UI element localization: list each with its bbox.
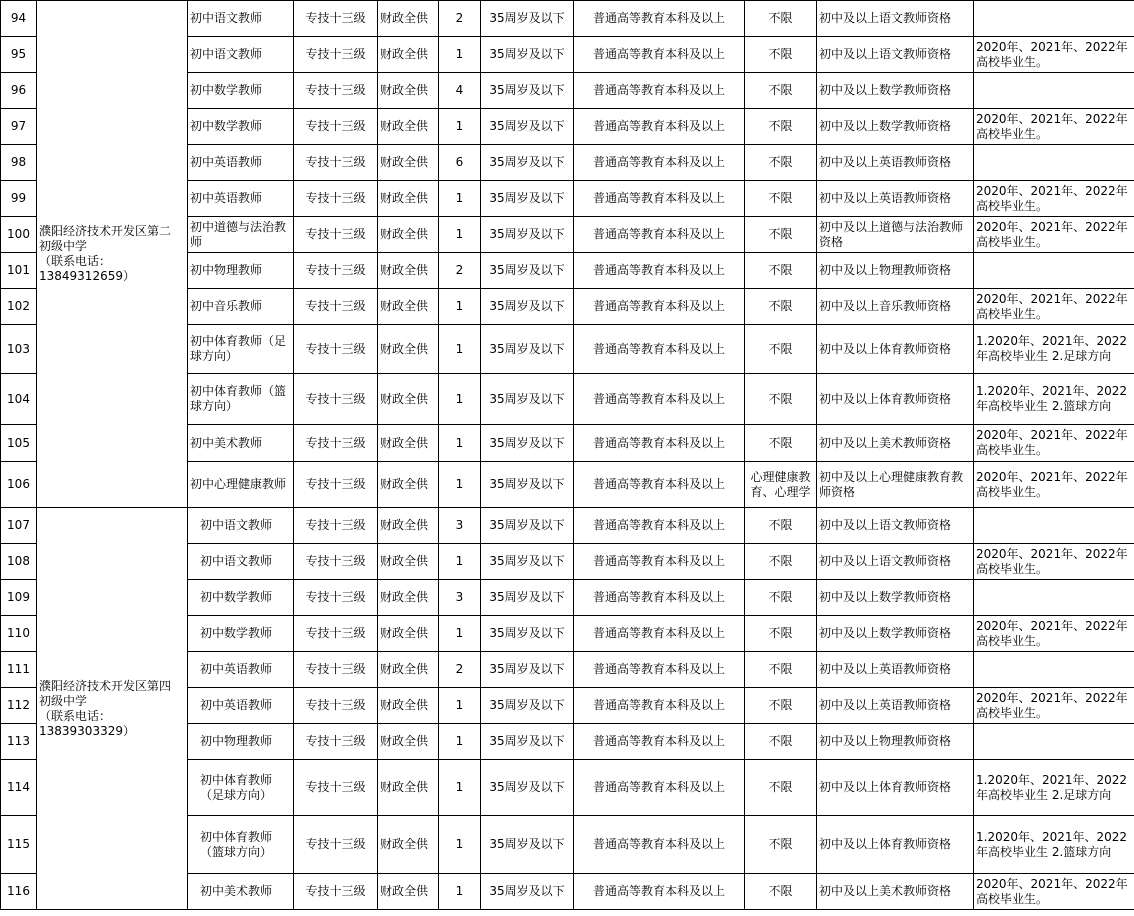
funding-type: 财政全供 — [378, 816, 439, 874]
major-requirement: 不限 — [745, 145, 817, 181]
other-requirements: 1.2020年、2021年、2022年高校毕业生 2.篮球方向 — [974, 374, 1134, 425]
job-level: 专技十三级 — [294, 145, 378, 181]
certificate-requirement: 初中及以上数学教师资格 — [817, 109, 974, 145]
funding-type: 财政全供 — [378, 724, 439, 760]
row-number: 102 — [1, 289, 37, 325]
funding-type: 财政全供 — [378, 616, 439, 652]
job-level: 专技十三级 — [294, 374, 378, 425]
education-requirement: 普通高等教育本科及以上 — [574, 145, 745, 181]
job-level: 专技十三级 — [294, 73, 378, 109]
row-number: 111 — [1, 652, 37, 688]
age-requirement: 35周岁及以下 — [481, 816, 574, 874]
job-level: 专技十三级 — [294, 181, 378, 217]
major-requirement: 不限 — [745, 181, 817, 217]
education-requirement: 普通高等教育本科及以上 — [574, 874, 745, 910]
funding-type: 财政全供 — [378, 760, 439, 816]
hire-count: 1 — [439, 816, 481, 874]
age-requirement: 35周岁及以下 — [481, 325, 574, 374]
certificate-requirement: 初中及以上语文教师资格 — [817, 544, 974, 580]
education-requirement: 普通高等教育本科及以上 — [574, 253, 745, 289]
major-requirement: 不限 — [745, 73, 817, 109]
major-requirement: 不限 — [745, 253, 817, 289]
major-requirement: 不限 — [745, 1, 817, 37]
major-requirement: 不限 — [745, 724, 817, 760]
major-requirement: 不限 — [745, 760, 817, 816]
other-requirements: 2020年、2021年、2022年高校毕业生。 — [974, 289, 1134, 325]
education-requirement: 普通高等教育本科及以上 — [574, 181, 745, 217]
row-number: 99 — [1, 181, 37, 217]
school-name-cell — [37, 1, 188, 508]
funding-type: 财政全供 — [378, 253, 439, 289]
major-requirement: 不限 — [745, 109, 817, 145]
major-requirement: 不限 — [745, 652, 817, 688]
age-requirement: 35周岁及以下 — [481, 37, 574, 73]
hire-count: 2 — [439, 1, 481, 37]
hire-count: 1 — [439, 724, 481, 760]
other-requirements: 2020年、2021年、2022年高校毕业生。 — [974, 874, 1134, 910]
education-requirement: 普通高等教育本科及以上 — [574, 325, 745, 374]
funding-type: 财政全供 — [378, 145, 439, 181]
row-number: 108 — [1, 544, 37, 580]
major-requirement: 不限 — [745, 37, 817, 73]
certificate-requirement: 初中及以上英语教师资格 — [817, 181, 974, 217]
row-number: 115 — [1, 816, 37, 874]
row-number: 104 — [1, 374, 37, 425]
row-number: 107 — [1, 508, 37, 544]
funding-type: 财政全供 — [378, 289, 439, 325]
funding-type: 财政全供 — [378, 462, 439, 508]
other-requirements: 2020年、2021年、2022年高校毕业生。 — [974, 544, 1134, 580]
other-requirements: 2020年、2021年、2022年高校毕业生。 — [974, 109, 1134, 145]
table-body — [1, 1, 1134, 910]
major-requirement: 心理健康教育、心理学 — [745, 462, 817, 508]
position-name: 初中数学教师 — [188, 73, 294, 109]
other-requirements: 2020年、2021年、2022年高校毕业生。 — [974, 462, 1134, 508]
certificate-requirement: 初中及以上物理教师资格 — [817, 253, 974, 289]
school-name-line: （联系电话： — [39, 254, 112, 268]
other-requirements: 2020年、2021年、2022年高校毕业生。 — [974, 217, 1134, 253]
hire-count: 3 — [439, 508, 481, 544]
other-requirements: 2020年、2021年、2022年高校毕业生。 — [974, 425, 1134, 462]
certificate-requirement: 初中及以上体育教师资格 — [817, 374, 974, 425]
other-requirements — [974, 145, 1134, 181]
position-name: 初中体育教师（篮球方向） — [188, 816, 294, 874]
certificate-requirement: 初中及以上英语教师资格 — [817, 688, 974, 724]
position-name: 初中语文教师 — [188, 508, 294, 544]
job-level: 专技十三级 — [294, 325, 378, 374]
major-requirement: 不限 — [745, 688, 817, 724]
other-requirements: 1.2020年、2021年、2022年高校毕业生 2.足球方向 — [974, 325, 1134, 374]
funding-type: 财政全供 — [378, 217, 439, 253]
position-name: 初中数学教师 — [188, 109, 294, 145]
hire-count: 1 — [439, 425, 481, 462]
education-requirement: 普通高等教育本科及以上 — [574, 816, 745, 874]
education-requirement: 普通高等教育本科及以上 — [574, 289, 745, 325]
major-requirement: 不限 — [745, 217, 817, 253]
position-name: 初中数学教师 — [188, 580, 294, 616]
major-requirement: 不限 — [745, 325, 817, 374]
certificate-requirement: 初中及以上音乐教师资格 — [817, 289, 974, 325]
age-requirement: 35周岁及以下 — [481, 652, 574, 688]
age-requirement: 35周岁及以下 — [481, 580, 574, 616]
hire-count: 1 — [439, 289, 481, 325]
major-requirement: 不限 — [745, 580, 817, 616]
hire-count: 1 — [439, 181, 481, 217]
education-requirement: 普通高等教育本科及以上 — [574, 73, 745, 109]
row-number: 112 — [1, 688, 37, 724]
education-requirement: 普通高等教育本科及以上 — [574, 1, 745, 37]
row-number: 103 — [1, 325, 37, 374]
certificate-requirement: 初中及以上英语教师资格 — [817, 145, 974, 181]
major-requirement: 不限 — [745, 874, 817, 910]
position-name: 初中道德与法治教师 — [188, 217, 294, 253]
age-requirement: 35周岁及以下 — [481, 688, 574, 724]
major-requirement: 不限 — [745, 616, 817, 652]
position-name: 初中物理教师 — [188, 724, 294, 760]
hire-count: 1 — [439, 217, 481, 253]
funding-type: 财政全供 — [378, 37, 439, 73]
funding-type: 财政全供 — [378, 109, 439, 145]
funding-type: 财政全供 — [378, 374, 439, 425]
funding-type: 财政全供 — [378, 73, 439, 109]
major-requirement: 不限 — [745, 289, 817, 325]
position-name: 初中美术教师 — [188, 425, 294, 462]
job-level: 专技十三级 — [294, 37, 378, 73]
other-requirements — [974, 1, 1134, 37]
job-level: 专技十三级 — [294, 1, 378, 37]
job-level: 专技十三级 — [294, 253, 378, 289]
school-name-line: 初级中学 — [39, 239, 88, 253]
job-level: 专技十三级 — [294, 816, 378, 874]
age-requirement: 35周岁及以下 — [481, 544, 574, 580]
other-requirements — [974, 652, 1134, 688]
school-name-line: 濮阳经济技术开发区第四 — [39, 678, 172, 693]
hire-count: 1 — [439, 374, 481, 425]
row-number: 97 — [1, 109, 37, 145]
education-requirement: 普通高等教育本科及以上 — [574, 652, 745, 688]
education-requirement: 普通高等教育本科及以上 — [574, 760, 745, 816]
row-number: 113 — [1, 724, 37, 760]
certificate-requirement: 初中及以上英语教师资格 — [817, 652, 974, 688]
hire-count: 1 — [439, 462, 481, 508]
certificate-requirement: 初中及以上美术教师资格 — [817, 874, 974, 910]
major-requirement: 不限 — [745, 816, 817, 874]
row-number: 109 — [1, 580, 37, 616]
job-level: 专技十三级 — [294, 652, 378, 688]
position-name: 初中英语教师 — [188, 652, 294, 688]
position-name: 初中英语教师 — [188, 688, 294, 724]
funding-type: 财政全供 — [378, 325, 439, 374]
certificate-requirement: 初中及以上语文教师资格 — [817, 508, 974, 544]
age-requirement: 35周岁及以下 — [481, 289, 574, 325]
row-number: 105 — [1, 425, 37, 462]
job-level: 专技十三级 — [294, 688, 378, 724]
education-requirement: 普通高等教育本科及以上 — [574, 37, 745, 73]
school-name-line: 13849312659） — [39, 269, 135, 283]
age-requirement: 35周岁及以下 — [481, 145, 574, 181]
position-name: 初中语文教师 — [188, 1, 294, 37]
job-level: 专技十三级 — [294, 425, 378, 462]
certificate-requirement: 初中及以上语文教师资格 — [817, 1, 974, 37]
age-requirement: 35周岁及以下 — [481, 616, 574, 652]
education-requirement: 普通高等教育本科及以上 — [574, 688, 745, 724]
other-requirements: 2020年、2021年、2022年高校毕业生。 — [974, 181, 1134, 217]
row-number: 96 — [1, 73, 37, 109]
school-name-line: 13839303329） — [39, 723, 135, 738]
age-requirement: 35周岁及以下 — [481, 109, 574, 145]
job-level: 专技十三级 — [294, 508, 378, 544]
row-number: 100 — [1, 217, 37, 253]
age-requirement: 35周岁及以下 — [481, 874, 574, 910]
job-level: 专技十三级 — [294, 109, 378, 145]
age-requirement: 35周岁及以下 — [481, 217, 574, 253]
hire-count: 1 — [439, 688, 481, 724]
education-requirement: 普通高等教育本科及以上 — [574, 724, 745, 760]
other-requirements: 1.2020年、2021年、2022年高校毕业生 2.足球方向 — [974, 760, 1134, 816]
funding-type: 财政全供 — [378, 508, 439, 544]
job-level: 专技十三级 — [294, 580, 378, 616]
school-name-line: （联系电话： — [39, 708, 112, 723]
hire-count: 2 — [439, 652, 481, 688]
hire-count: 1 — [439, 616, 481, 652]
hire-count: 1 — [439, 325, 481, 374]
other-requirements: 2020年、2021年、2022年高校毕业生。 — [974, 688, 1134, 724]
funding-type: 财政全供 — [378, 688, 439, 724]
certificate-requirement: 初中及以上物理教师资格 — [817, 724, 974, 760]
row-number: 110 — [1, 616, 37, 652]
education-requirement: 普通高等教育本科及以上 — [574, 462, 745, 508]
position-name: 初中英语教师 — [188, 181, 294, 217]
hire-count: 6 — [439, 145, 481, 181]
position-name: 初中物理教师 — [188, 253, 294, 289]
age-requirement: 35周岁及以下 — [481, 181, 574, 217]
certificate-requirement: 初中及以上体育教师资格 — [817, 760, 974, 816]
age-requirement: 35周岁及以下 — [481, 724, 574, 760]
position-name: 初中语文教师 — [188, 37, 294, 73]
hire-count: 1 — [439, 544, 481, 580]
hire-count: 4 — [439, 73, 481, 109]
row-number: 116 — [1, 874, 37, 910]
position-name: 初中音乐教师 — [188, 289, 294, 325]
other-requirements — [974, 508, 1134, 544]
other-requirements — [974, 724, 1134, 760]
major-requirement: 不限 — [745, 544, 817, 580]
hire-count: 1 — [439, 109, 481, 145]
major-requirement: 不限 — [745, 425, 817, 462]
age-requirement: 35周岁及以下 — [481, 462, 574, 508]
job-level: 专技十三级 — [294, 544, 378, 580]
certificate-requirement: 初中及以上道德与法治教师资格 — [817, 217, 974, 253]
education-requirement: 普通高等教育本科及以上 — [574, 217, 745, 253]
position-name: 初中体育教师（足球方向） — [188, 325, 294, 374]
job-level: 专技十三级 — [294, 874, 378, 910]
position-name: 初中体育教师（篮球方向） — [188, 374, 294, 425]
certificate-requirement: 初中及以上数学教师资格 — [817, 73, 974, 109]
major-requirement: 不限 — [745, 508, 817, 544]
school-name-line: 初级中学 — [39, 693, 88, 708]
hire-count: 1 — [439, 874, 481, 910]
job-level: 专技十三级 — [294, 217, 378, 253]
row-number: 95 — [1, 37, 37, 73]
position-name: 初中心理健康教师 — [188, 462, 294, 508]
education-requirement: 普通高等教育本科及以上 — [574, 508, 745, 544]
hire-count: 2 — [439, 253, 481, 289]
certificate-requirement: 初中及以上数学教师资格 — [817, 580, 974, 616]
other-requirements — [974, 580, 1134, 616]
certificate-requirement: 初中及以上美术教师资格 — [817, 425, 974, 462]
major-requirement: 不限 — [745, 374, 817, 425]
funding-type: 财政全供 — [378, 425, 439, 462]
job-level: 专技十三级 — [294, 289, 378, 325]
age-requirement: 35周岁及以下 — [481, 73, 574, 109]
education-requirement: 普通高等教育本科及以上 — [574, 544, 745, 580]
education-requirement: 普通高等教育本科及以上 — [574, 109, 745, 145]
row-number: 98 — [1, 145, 37, 181]
certificate-requirement: 初中及以上数学教师资格 — [817, 616, 974, 652]
position-name: 初中美术教师 — [188, 874, 294, 910]
education-requirement: 普通高等教育本科及以上 — [574, 616, 745, 652]
funding-type: 财政全供 — [378, 1, 439, 37]
job-level: 专技十三级 — [294, 760, 378, 816]
education-requirement: 普通高等教育本科及以上 — [574, 374, 745, 425]
job-level: 专技十三级 — [294, 462, 378, 508]
position-name: 初中数学教师 — [188, 616, 294, 652]
certificate-requirement: 初中及以上体育教师资格 — [817, 816, 974, 874]
other-requirements — [974, 73, 1134, 109]
position-name: 初中体育教师（足球方向） — [188, 760, 294, 816]
row-number: 106 — [1, 462, 37, 508]
education-requirement: 普通高等教育本科及以上 — [574, 425, 745, 462]
position-name: 初中英语教师 — [188, 145, 294, 181]
table-row — [1, 1, 1134, 37]
hire-count: 3 — [439, 580, 481, 616]
school-name-cell — [37, 508, 188, 910]
age-requirement: 35周岁及以下 — [481, 253, 574, 289]
age-requirement: 35周岁及以下 — [481, 1, 574, 37]
funding-type: 财政全供 — [378, 580, 439, 616]
table-row — [1, 508, 1134, 544]
age-requirement: 35周岁及以下 — [481, 425, 574, 462]
job-level: 专技十三级 — [294, 724, 378, 760]
row-number: 94 — [1, 1, 37, 37]
age-requirement: 35周岁及以下 — [481, 508, 574, 544]
position-name: 初中语文教师 — [188, 544, 294, 580]
school-name-line: 濮阳经济技术开发区第二 — [39, 224, 172, 238]
other-requirements: 1.2020年、2021年、2022年高校毕业生 2.篮球方向 — [974, 816, 1134, 874]
other-requirements: 2020年、2021年、2022年高校毕业生。 — [974, 37, 1134, 73]
row-number: 101 — [1, 253, 37, 289]
age-requirement: 35周岁及以下 — [481, 760, 574, 816]
job-level: 专技十三级 — [294, 616, 378, 652]
hire-count: 1 — [439, 760, 481, 816]
funding-type: 财政全供 — [378, 874, 439, 910]
row-number: 114 — [1, 760, 37, 816]
funding-type: 财政全供 — [378, 652, 439, 688]
other-requirements — [974, 253, 1134, 289]
hire-count: 1 — [439, 37, 481, 73]
education-requirement: 普通高等教育本科及以上 — [574, 580, 745, 616]
other-requirements: 2020年、2021年、2022年高校毕业生。 — [974, 616, 1134, 652]
certificate-requirement: 初中及以上体育教师资格 — [817, 325, 974, 374]
funding-type: 财政全供 — [378, 181, 439, 217]
certificate-requirement: 初中及以上心理健康教育教师资格 — [817, 462, 974, 508]
certificate-requirement: 初中及以上语文教师资格 — [817, 37, 974, 73]
age-requirement: 35周岁及以下 — [481, 374, 574, 425]
funding-type: 财政全供 — [378, 544, 439, 580]
